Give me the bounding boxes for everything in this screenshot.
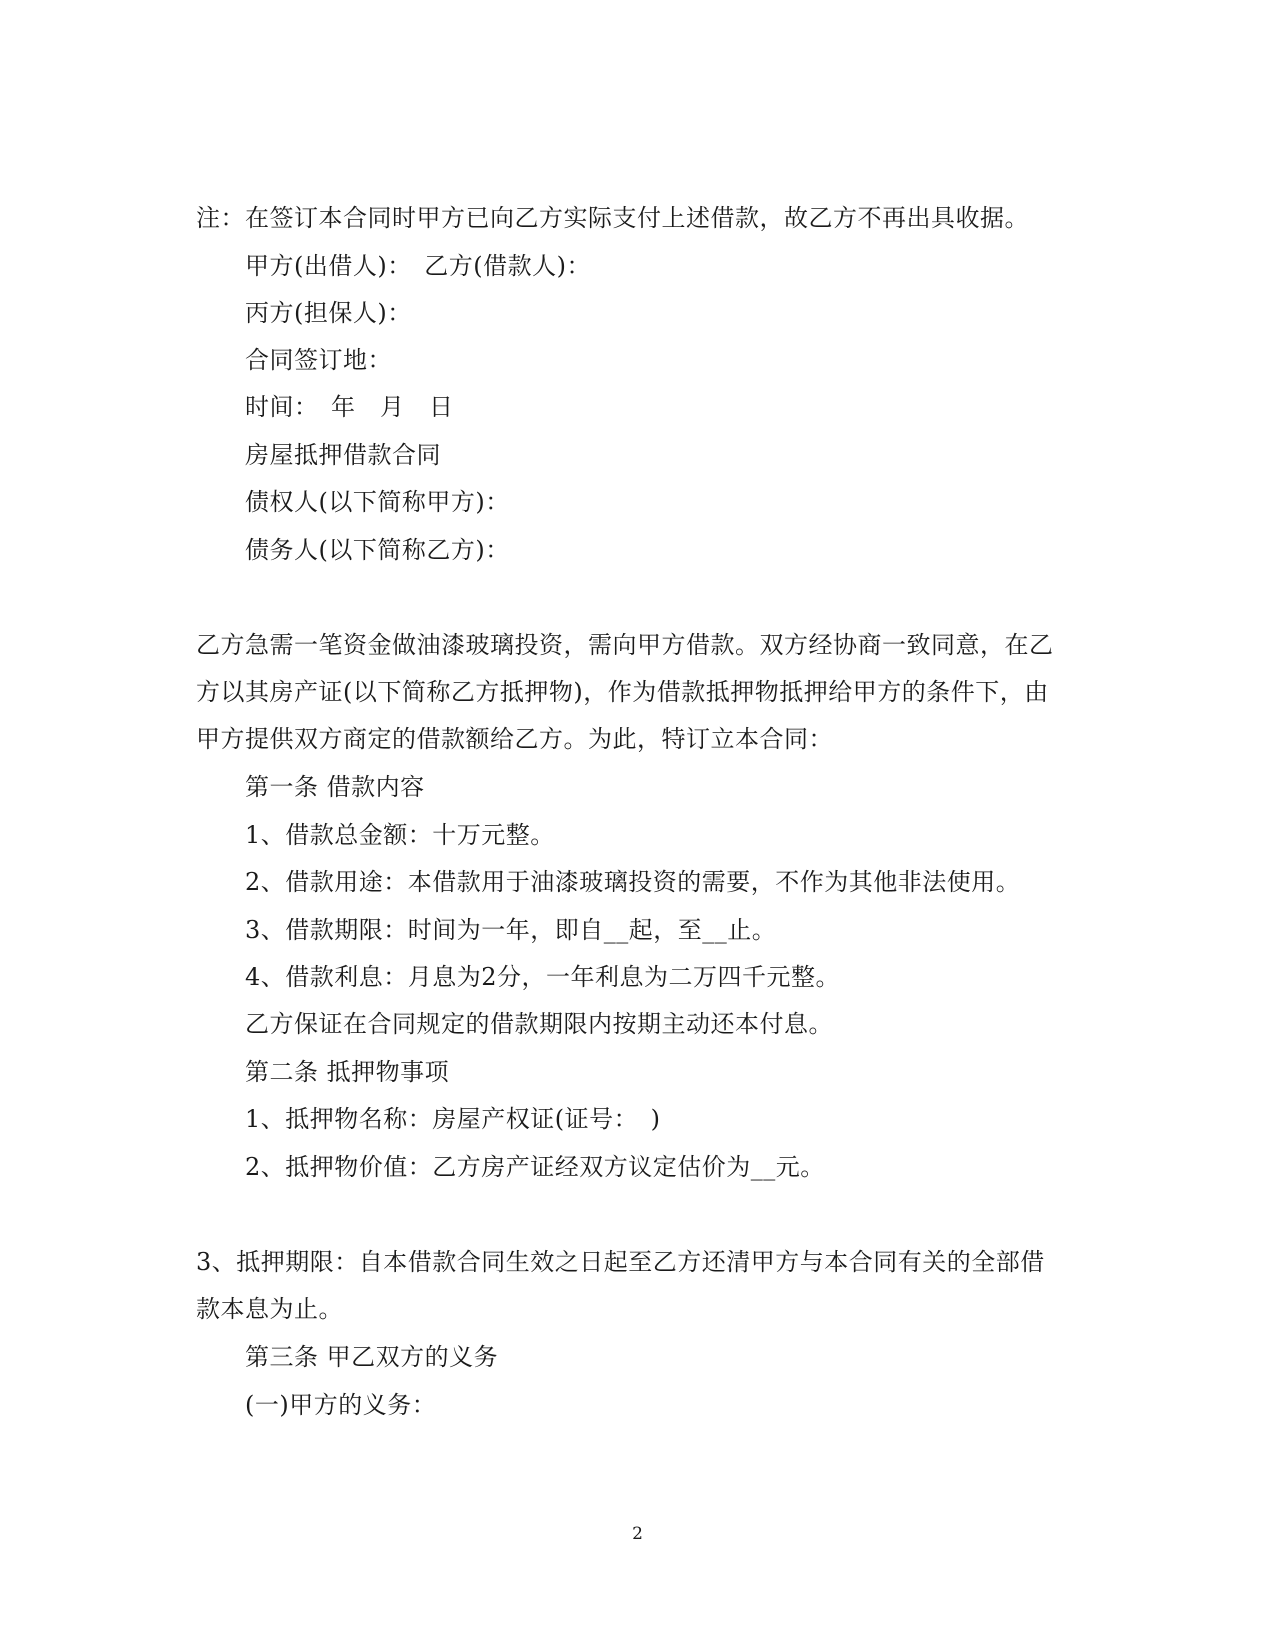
intro-paragraph-line: 甲方提供双方商定的借款额给乙方。为此，特订立本合同：: [196, 725, 833, 753]
article2-item: 2、抵押物价值：乙方房产证经双方议定估价为__元。: [245, 1153, 825, 1181]
intro-paragraph-line: 方以其房产证(以下简称乙方抵押物)，作为借款抵押物抵押给甲方的条件下，由: [196, 678, 1049, 706]
article2-heading: 第二条 抵押物事项: [245, 1058, 450, 1086]
article1-item: 1、借款总金额：十万元整。: [245, 821, 555, 849]
article2-item3-line: 3、抵押期限：自本借款合同生效之日起至乙方还清甲方与本合同有关的全部借: [196, 1248, 1045, 1276]
page-number: 2: [632, 1524, 643, 1544]
intro-paragraph-line: 乙方急需一笔资金做油漆玻璃投资，需向甲方借款。双方经协商一致同意，在乙: [196, 631, 1054, 659]
signing-date: 时间： 年 月 日: [245, 393, 454, 421]
signature-party-a-b: 甲方(出借人)： 乙方(借款人)：: [245, 252, 591, 280]
signing-place: 合同签订地：: [245, 346, 392, 374]
article1-item: 乙方保证在合同规定的借款期限内按期主动还本付息。: [245, 1010, 833, 1038]
article1-item: 3、借款期限：时间为一年，即自__起，至__止。: [245, 916, 777, 944]
payment-note: 注：在签订本合同时甲方已向乙方实际支付上述借款，故乙方不再出具收据。: [196, 204, 1029, 232]
creditor-line: 债权人(以下简称甲方)：: [245, 488, 510, 516]
article3-sub-heading: (一)甲方的义务：: [245, 1391, 437, 1419]
article1-heading: 第一条 借款内容: [245, 773, 425, 801]
article2-item3-line: 款本息为止。: [196, 1295, 343, 1323]
article3-heading: 第三条 甲乙双方的义务: [245, 1343, 499, 1371]
debtor-line: 债务人(以下简称乙方)：: [245, 536, 510, 564]
article1-item: 2、借款用途：本借款用于油漆玻璃投资的需要，不作为其他非法使用。: [245, 868, 1021, 896]
article1-item: 4、借款利息：月息为2分，一年利息为二万四千元整。: [245, 963, 841, 991]
contract-title: 房屋抵押借款合同: [245, 441, 441, 469]
signature-party-c: 丙方(担保人)：: [245, 299, 412, 327]
article2-item: 1、抵押物名称：房屋产权证(证号： ): [245, 1105, 661, 1133]
